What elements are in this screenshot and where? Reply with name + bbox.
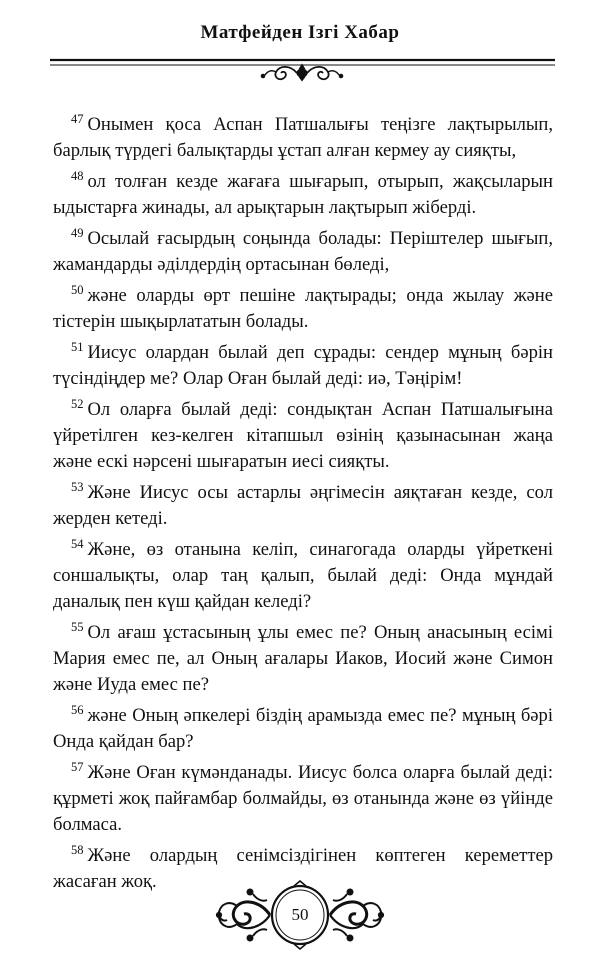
floral-scroll-ornament-icon [50,58,555,86]
verse-47 [53,112,553,164]
verse-text: Және, өз отанына келіп, синагогада оларды үйреткені соншалықты, олар таң қалып, былай деді: Онда мұндай даналық пен күш қайдан келеді? [53,538,553,612]
verse-number: 47 [71,112,84,126]
verse-text: Осылай ғасырдың соңында болады: Періштелер шығып, жамандарды әділдердің ортасынан бөледі, [53,227,553,276]
verse-text: ол толған кезде жағаға шығарып, отырып, жақсыларын ыдыстарға жинады, ал арықтарын лақтырып жіберді. [53,170,553,219]
verse-53 [53,480,553,532]
verse-number: 52 [71,396,84,411]
page-number: 50 [291,905,309,924]
verse-56 [53,703,553,755]
verse-text: Және Оған күмәнданады. Иисус болса оларға былай деді: құрметі жоқ пайғамбар болмайды, өз отанында және өз үйінде болмаса. [53,761,553,836]
verse-50 [53,283,553,335]
page-header [0,22,600,44]
verse-number: 54 [71,536,84,551]
verse-number: 58 [71,842,84,857]
verse-number: 50 [71,282,84,297]
verse-text: және оларды өрт пешіне лақтырады; онда жылау және тістерін шықырлататын болады. [53,284,553,332]
verse-number: 55 [71,619,84,634]
verse-49 [53,226,553,278]
verse-number: 56 [71,702,84,717]
verse-text: Ол оларға былай деді: сондықтан Аспан Патшалығына үйретілген кез-келген кітапшыл өзінің қазынасынан жаңа және ескі нәрсені шығаратын иесі сияқты. [53,398,553,472]
verse-text: Және олардың сенімсіздігінен көптеген кереметтер жасаған жоқ. [53,844,553,892]
verse-51 [53,340,553,392]
verse-text: Ол ағаш ұстасының ұлы емес пе? Оның анасының есімі Мария емес пе, ал Оның ағалары Иаков, Иосий және Симон және Иуда емес пе? [53,621,553,696]
header-rule [50,58,555,86]
verse-text: Онымен қоса Аспан Патшалығы теңізге лақтырылып, барлық түрдегі балықтарды ұстап алған кермеу ау сияқты, [53,114,553,162]
page-footer [215,880,385,950]
verse-number: 53 [71,479,84,494]
verse-48 [53,169,553,221]
verse-number: 57 [71,759,84,774]
verse-52 [53,397,553,476]
verse-57 [53,760,553,839]
verse-number: 49 [71,225,84,240]
verse-number: 51 [71,339,84,354]
verse-55 [53,620,553,699]
verse-54 [53,537,553,616]
verse-text: және Оның әпкелері біздің арамызда емес пе? мұның бәрі Онда қайдан бар? [53,704,553,752]
running-title: Матфейден Ізгі Хабар [200,22,400,43]
verse-text: Және Иисус осы астарлы әңгімесін аяқтаған кезде, сол жерден кетеді. [53,481,553,529]
verse-list [53,112,553,900]
verse-text: Иисус олардан былай деп сұрады: сендер мұның бәрін түсіндіңдер ме? Олар Оған былай деді: иә, Тәңірім! [53,341,553,389]
verse-number: 48 [71,168,84,183]
